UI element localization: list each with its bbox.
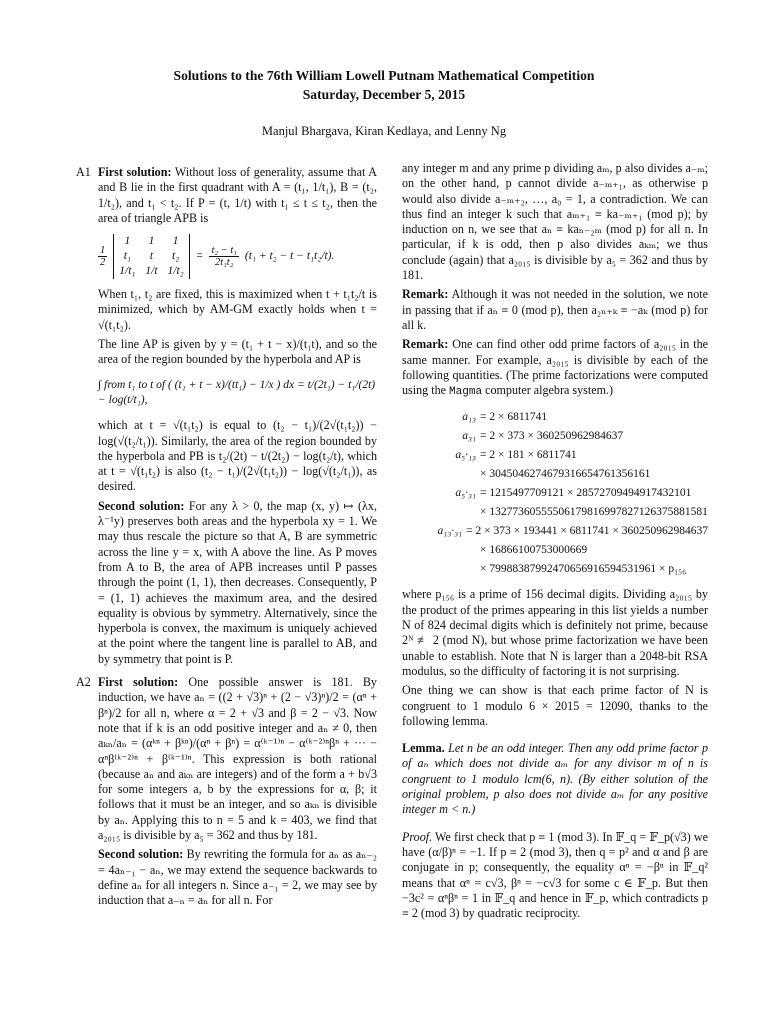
a1-text-5: For any λ > 0, the map (x, y) ↦ (λx, λ⁻¹y) preserves both areas and the hyperbola xy = 1. We may thus rescale the picture so that A, B are symmetric across the line y = x, with A above the line. As P moves from A to B, the area of APB increases until P passes through the point (1, 1), then decreases. Consequently, P = (1, 1) achieves the maximum area, and the desired equality is obvious by symmetry. Alternatively, since the hyperbola is convex, the maximum is uniquely achieved at the point where the tangent line is parallel to AB, and by symmetry that point is P.	[98, 498, 377, 666]
title-line-2: Saturday, December 5, 2015	[302, 87, 466, 102]
a1-paragraph-5	[98, 499, 377, 667]
remark-heading: Remark:	[402, 337, 449, 352]
left-column	[76, 165, 377, 908]
factor-row: × 13277360555506179816997827126375881581	[480, 506, 708, 519]
right-paragraph-3: One thing we can show is that each prime factor of N is congruent to 1 modulo 6 × 2015 = 12090, thanks to the following lemma.	[402, 683, 708, 728]
factor-row: a₅·₃₁ = 1215497709121 × 28572709494917432101	[455, 487, 692, 500]
lemma-statement: Let n be an odd integer. Then any odd prime factor p of aₙ which does not divide aₘ for any divisor m of n is congruent to 1 modulo lcm(6, n). (By either solution of the original problem, p also does not divide aₘ for any positive integer m < n.)	[402, 741, 708, 817]
remark-1-text: Although it was not needed in the solution, we note in passing that if aₙ ≡ 0 (mod p), then a₂ₙ₊ₖ ≡ −aₖ (mod p) for all k.	[402, 287, 708, 332]
proof	[402, 830, 708, 922]
a2-first-solution-heading: First solution:	[98, 675, 179, 690]
a1-paragraph-4: which at t = √(t₁t₂) is equal to (t₂ − t₁)/(2√(t₁t₂)) − log(√(t₂/t₁)). Similarly, the area of the region bounded by the hyperbola and PB is t₂/(2t) − t/(2t₂) − log(t₂/t), which at t = √(t₁t₂) is also (t₂ − t₁)/(2√(t₁t₂)) − log(√(t₂/t₁)), as desired.	[98, 418, 377, 494]
lemma	[402, 741, 708, 817]
rhs-tail: (t₁ + t₂ − t − t₁t₂/t).	[244, 250, 335, 263]
a2-paragraph-2	[98, 847, 377, 908]
right-column	[402, 161, 708, 921]
proof-text: We first check that p ≡ 1 (mod 3). In 𝔽_q = 𝔽_p(√3) we have (α/β)ⁿ = −1. If p ≡ 2 (mod 3), then q = p² and α and β are conjugate in p; consequently, the equality αⁿ = −βⁿ in 𝔽_q² means that αⁿ = c√3, βⁿ = −c√3 for some c ∈ 𝔽_p. But then −3c² = αⁿβⁿ = 1 in 𝔽_q and hence in 𝔽_p, which contradicts p ≡ 2 (mod 3) by quadratic reciprocity.	[402, 829, 708, 921]
equals-sign: =	[195, 250, 204, 263]
proof-heading: Proof.	[402, 829, 433, 844]
remark-1	[402, 287, 708, 333]
right-paragraph-1: any integer m and any prime p dividing aₘ, p also divides a₋ₘ; on the other hand, p cannot divide a₋ₘ₊₁, as otherwise p would also divide a₋ₘ₊₂, …, a₀ = 1, a contradiction. We can thus find an integer k such that aₘ₊₁ ≡ ka₋ₘ₊₁ (mod p); by induction on n, we see that aₙ ≡ kaₙ₋₂ₘ (mod p) for all n. In particular, if k is odd, then p also divides aₖₘ; we thus conclude (again) that a₂₀₁₅ is divisible by a₅ = 362 and thus by 181.	[402, 161, 708, 283]
authors: Manjul Bhargava, Kiran Kedlaya, and Lenny Ng	[261, 124, 507, 138]
a1-paragraph-3: The line AP is given by y = (t₁ + t − x)/(t₁t), and so the area of the region bounded by the hyperbola and AP is	[98, 337, 377, 367]
factor-row: a₅·₁₃ = 2 × 181 × 6811741	[455, 449, 577, 462]
integral-equation: ∫ from t₁ to t of ( (t₁ + t − x)/(tt₁) − 1/x ) dx = t/(2t₁) − t₁/(2t) − log(t/t₁),	[98, 378, 376, 406]
a1-paragraph-1	[98, 165, 377, 226]
a2-text-2: By rewriting the formula for aₙ as aₙ₋₂ = 4aₙ₋₁ − aₙ, we may extend the sequence backwards to define aₙ for all integers n. Since a₋₁ = 2, we may see by induction that a₋ₙ = aₙ for all n. For	[98, 847, 378, 908]
factor-row: × 16866100753000669	[480, 544, 588, 557]
lemma-heading: Lemma.	[402, 741, 445, 756]
a1-text-1: Without loss of generality, assume that A and B lie in the first quadrant with A = (t₁, 1/t₁), B = (t₂, 1/t₂), and t₁ < t₂. If P = (t, 1/t) with t₁ ≤ t ≤ t₂, then the area of triangle APB is	[98, 165, 378, 225]
problem-a1	[76, 165, 377, 667]
a2-paragraph-1	[98, 675, 377, 843]
problem-label: A1	[76, 165, 91, 179]
remark-2-text-b: computer algebra system.)	[485, 383, 614, 398]
a1-second-solution-heading: Second solution:	[98, 498, 185, 513]
determinant-equation	[98, 234, 377, 279]
determinant-matrix: 1 1 1 t₁ t t₂ 1/t₁ 1/t 1/t₂	[113, 234, 189, 279]
problem-label: A2	[76, 675, 91, 690]
factor-row: a₁₃·₃₁ = 2 × 373 × 193441 × 6811741 × 360250962984637	[437, 525, 708, 538]
problem-a2	[76, 675, 377, 908]
factorization-table	[402, 408, 708, 579]
a1-paragraph-2: When t₁, t₂ are fixed, this is maximized when t + t₁t₂/t is minimized, which by AM-GM exactly holds when t = √(t₁t₂).	[98, 287, 377, 332]
magma-software-name: Magma	[449, 386, 483, 399]
factor-row: × 30450462746793166547613561​61	[480, 468, 651, 481]
a2-second-solution-heading: Second solution:	[98, 847, 184, 862]
remark-2-text-a: One can find other odd prime factors of a₂₀₁₅ in the same manner. For example, a₂₀₁₅ is divisible by each of the following quantities. (The prime factorizations were computed using the	[402, 337, 708, 398]
half-fraction: $\frac{1}{2}$	[100, 245, 106, 269]
factor-row: × 799883879924706569165945319​61 × p₁₅₆	[480, 563, 687, 576]
rhs-fraction: $\frac{\text{t₂ − t₁}}{\text{2t₁t₂}}$	[211, 245, 237, 269]
paper-title	[0, 66, 768, 104]
a2-text-1: One possible answer is 181. By induction, we have aₙ = ((2 + √3)ⁿ + (2 − √3)ⁿ)/2 = (αⁿ + βⁿ)/2 for all n, where α = 2 + √3 and β = 2 − √3. Now note that if k is an odd positive integer and aₙ ≠ 0, then aₖₙ/aₙ = (αᵏⁿ + βᵏⁿ)/(αⁿ + βⁿ) = α⁽ᵏ⁻¹⁾ⁿ − α⁽ᵏ⁻²⁾ⁿβⁿ + ··· − αⁿβ⁽ᵏ⁻²⁾ⁿ + β⁽ᵏ⁻¹⁾ⁿ. This expression is both rational (because aₙ and aₖₙ are integers) and of the form a + b√3 for some integers a, b by the expressions for α, β; it follows that it must be an integer, and so aₖₙ is divisible by aₙ. Applying this to n = 5 and k = 403, we find that a₂₀₁₅ is divisible by a₅ = 362 and thus by 181.	[98, 675, 377, 842]
remark-heading: Remark:	[402, 287, 449, 302]
remark-2	[402, 337, 708, 400]
right-paragraph-2: where p₁₅₆ is a prime of 156 decimal digits. Dividing a₂₀₁₅ by the product of the primes appearing in this list yields a number N of 824 decimal digits which is definitely not prime, because 2ᴺ ≢ 2 (mod N), but whose prime factorization we have been unable to establish. Note that N is larger than a 2048-bit RSA modulus, so the difficulty of factoring it is not surprising.	[402, 587, 708, 678]
factor-row: a₃₁ = 2 × 373 × 360250962984637	[462, 430, 624, 443]
title-line-1: Solutions to the 76th William Lowell Putnam Mathematical Competition	[173, 68, 595, 83]
a1-first-solution-heading: First solution:	[98, 165, 172, 179]
factor-row: a₁₃ = 2 × 6811741	[462, 411, 548, 424]
